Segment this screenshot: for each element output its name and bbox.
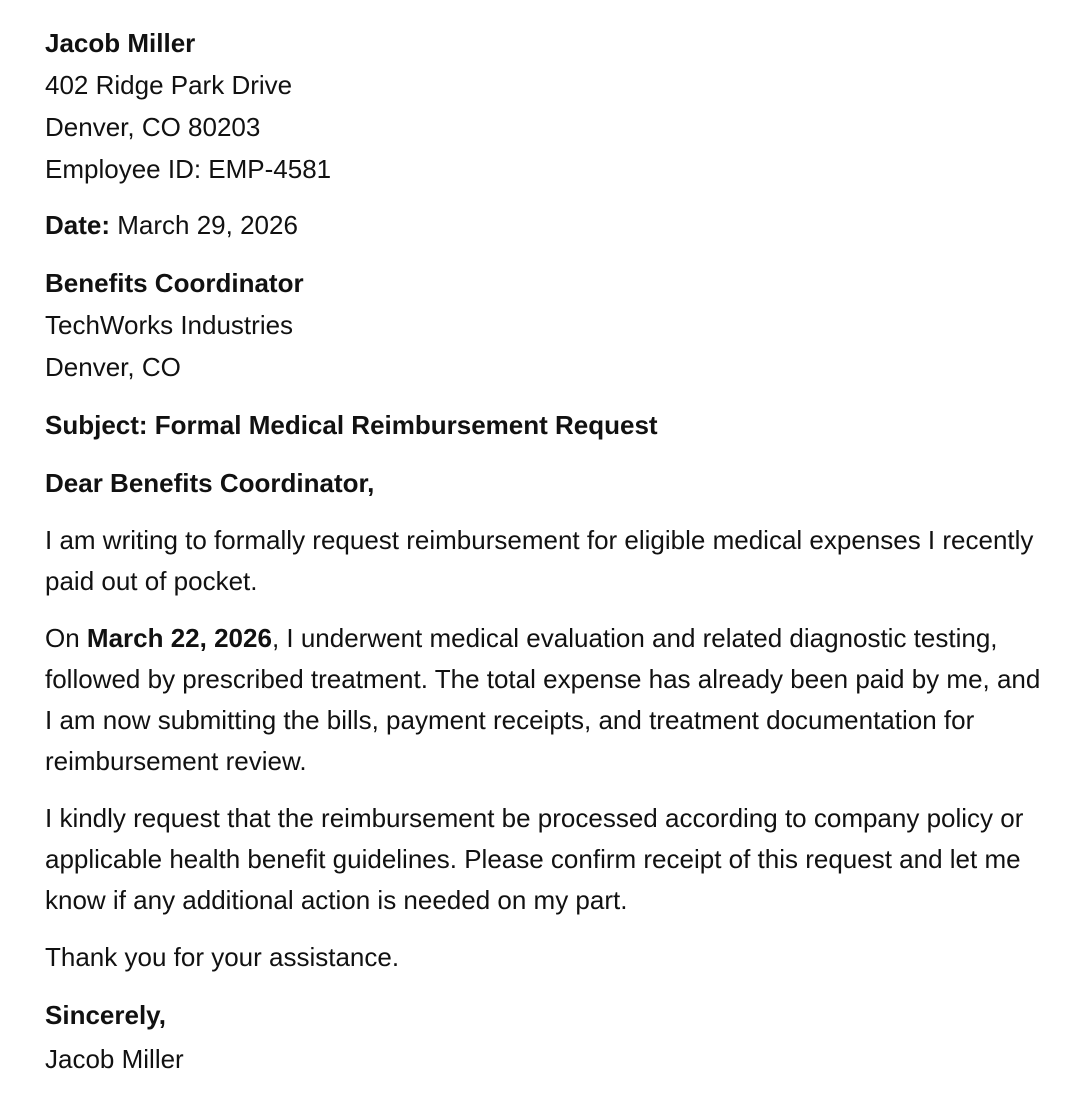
salutation: Dear Benefits Coordinator, bbox=[45, 468, 375, 498]
recipient-title: Benefits Coordinator bbox=[45, 268, 304, 298]
date-line bbox=[45, 204, 1045, 246]
sender-address-block bbox=[45, 22, 1045, 190]
body-paragraph-2 bbox=[45, 618, 1045, 782]
recipient-company: TechWorks Industries bbox=[45, 310, 294, 340]
sender-city-state-zip: Denver, CO 80203 bbox=[45, 112, 261, 142]
sender-street: 402 Ridge Park Drive bbox=[45, 70, 293, 100]
recipient-location: Denver, CO bbox=[45, 352, 181, 382]
closing-signoff: Sincerely, bbox=[45, 1000, 166, 1030]
date-value: March 29, 2026 bbox=[110, 210, 298, 240]
body-paragraph-4: Thank you for your assistance. bbox=[45, 942, 400, 972]
subject-line: Subject: Formal Medical Reimbursement Request bbox=[45, 410, 658, 440]
body-paragraph-1: I am writing to formally request reimbursement for eligible medical expenses I recently paid out of pocket. bbox=[45, 525, 1034, 596]
paragraph-2-prefix: On bbox=[45, 623, 87, 653]
sender-employee-id: Employee ID: EMP-4581 bbox=[45, 154, 332, 184]
closing-signature-name: Jacob Miller bbox=[45, 1044, 184, 1074]
sender-name: Jacob Miller bbox=[45, 28, 196, 58]
date-label: Date: bbox=[45, 210, 111, 240]
recipient-address-block bbox=[45, 262, 1045, 388]
body-paragraph-3: I kindly request that the reimbursement be processed according to company policy or applicable health benefit guidelines. Please confirm receipt of this request and let me know if any additional action is needed on my part. bbox=[45, 803, 1024, 915]
paragraph-2-suffix: , I underwent medical evaluation and related diagnostic testing, followed by prescribed treatment. The total expense has already been paid by me, and I am now submitting the bills, payment receipts, and treatment documentation for reimbursement review. bbox=[45, 623, 1041, 776]
treatment-date: March 22, 2026 bbox=[86, 623, 272, 653]
